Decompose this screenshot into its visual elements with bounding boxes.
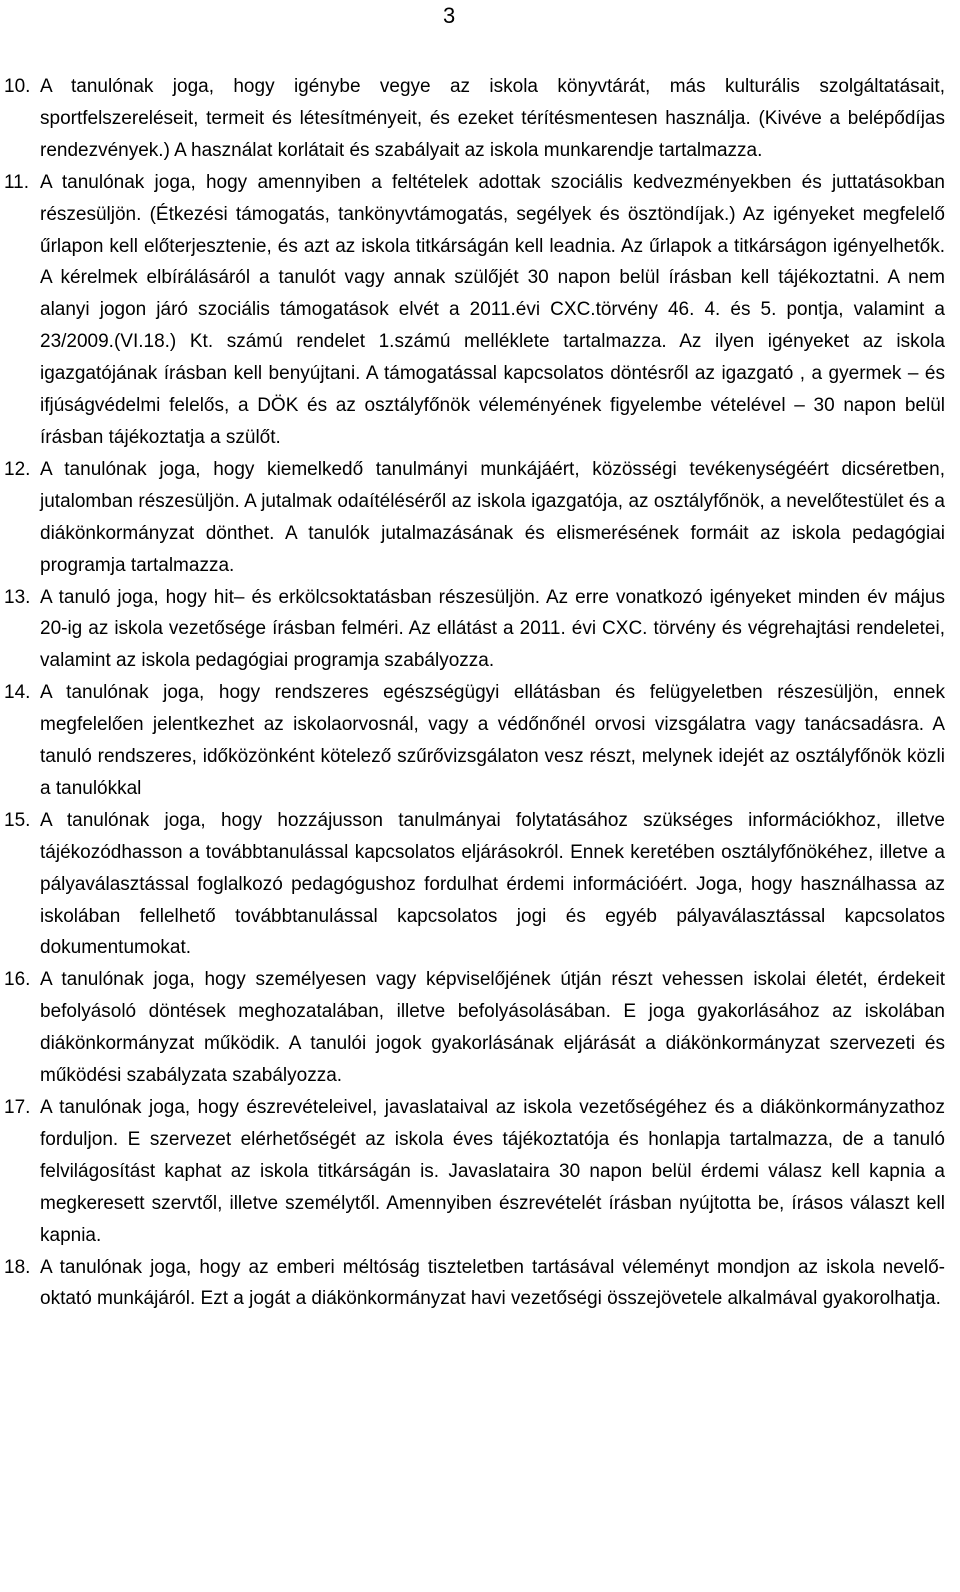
item-text: A tanulónak joga, hogy az emberi méltóság tiszteletben tartásával véleményt mondjon az iskola nevelő-oktató munkájáról. Ezt a jogát a diákönkormányzat havi vezetőségi összejövetele alkalmával gyakorolhatja. xyxy=(40,1256,945,1310)
list-item xyxy=(0,1092,960,1252)
item-text: A tanulónak joga, hogy igénybe vegye az iskola könyvtárát, más kulturális szolgáltatásait, sportfelszereléseit, termeit és létesítményeit, és ezeket térítésmentesen használja. (Kivéve a belépődíjas rendezvények.) A használat korlátait és szabályait az iskola munkarendje tartalmazza. xyxy=(40,76,945,161)
item-number: 11. xyxy=(4,171,30,193)
list-item xyxy=(0,805,960,965)
item-number: 17. xyxy=(4,1097,31,1118)
list-item xyxy=(0,964,960,1092)
item-text: A tanulónak joga, hogy észrevételeivel, javaslataival az iskola vezetőségéhez és a diákönkormányzathoz forduljon. E szervezet elérhetőségét az iskola éves tájékoztatója és honlapja tartalmazza, de a tanuló felvilágosítást kaphat az iskola titkárságán is. Javaslataira 30 napon belül érdemi válasz kell kapnia a megkeresett szervtől, illetve személytől. Amennyiben észrevételét írásban nyújtotta be, írásos választ kell kapnia. xyxy=(40,1097,945,1246)
item-number: 15. xyxy=(4,809,31,831)
item-text: A tanulónak joga, hogy kiemelkedő tanulmányi munkájáért, közösségi tevékenységéért dicséretben, jutalomban részesüljön. A jutalmak odaítéléséről az iskola igazgatója, az osztályfőnök, a nevelőtestület és a diákönkormányzat dönthet. A tanulók jutalmazásának és elismerésének formáit az iskola pedagógiai programja tartalmazza. xyxy=(40,458,945,576)
item-number: 13. xyxy=(4,586,31,608)
item-text: A tanulónak joga, hogy amennyiben a feltételek adottak szociális kedvezményekben és juttatásokban részesüljön. (Étkezési támogatás, tankönyvtámogatás, segélyek és ösztöndíjak.) Az igényeket megfelelő űrlapon kell előterjesztenie, és azt az iskola titkárságán kell leadnia. Az űrlapok a titkárságon igényelhetők. A kérelmek elbírálásáról a tanulót vagy annak szülőjét 30 napon belül írásban kell tájékoztatni. A nem alanyi jogon járó szociális támogatások elvét a 2011.évi CXC.törvény 46. 4. és 5. pontja, valamint a 23/2009.(VI.18.) Kt. számú rendelet 1.számú melléklete tartalmazza. Az ilyen igényeket az iskola igazgatójának írásban kell benyújtani. A támogatással kapcsolatos döntésről az igazgató , a gyermek – és ifjúságvédelmi felelős, a DÖK és az osztályfőnök véleményének figyelembe vételével – 30 napon belül írásban tájékoztatja a szülőt. xyxy=(40,171,945,448)
rights-list xyxy=(0,71,960,1315)
item-number: 12. xyxy=(4,458,31,480)
list-item xyxy=(0,71,960,167)
list-item xyxy=(0,454,960,582)
list-item xyxy=(0,677,960,805)
item-number: 16. xyxy=(4,969,31,991)
item-text: A tanulónak joga, hogy hozzájusson tanulmányai folytatásához szükséges információkhoz, illetve tájékozódhasson a továbbtanulással kapcsolatos eljárásokról. Ennek keretében osztályfőnökéhez, illetve a pályaválasztással foglalkozó pedagógushoz fordulhat érdemi információért. Joga, hogy használhassa az iskolában fellelhető továbbtanulással kapcsolatos jogi és egyéb pályaválasztással kapcsolatos dokumentumokat. xyxy=(40,809,945,959)
item-number: 14. xyxy=(4,682,31,704)
list-item xyxy=(0,582,960,678)
list-item xyxy=(0,1252,960,1316)
item-number: 10. xyxy=(4,76,31,97)
item-number: 18. xyxy=(4,1256,31,1278)
item-text: A tanuló joga, hogy hit– és erkölcsoktatásban részesüljön. Az erre vonatkozó igényeket minden év május 20-ig az iskola vezetősége írásban felméri. Az ellátást a 2011. évi CXC. törvény és végrehajtási rendeletei, valamint az iskola pedagógiai programja szabályozza. xyxy=(40,586,945,672)
list-item xyxy=(0,167,960,454)
page-number: 3 xyxy=(443,3,456,28)
item-text: A tanulónak joga, hogy rendszeres egészségügyi ellátásban és felügyeletben részesüljön, ennek megfelelően jelentkezhet az iskolaorvosnál, vagy a védőnőnél orvosi vizsgálatra vagy tanácsadásra. A tanuló rendszeres, időközönként kötelező szűrővizsgálaton vesz részt, melynek idejét az osztályfőnök közli a tanulókkal xyxy=(40,682,945,799)
item-text: A tanulónak joga, hogy személyesen vagy képviselőjének útján részt vehessen iskolai életét, érdekeit befolyásoló döntések meghozatalában, illetve befolyásolásában. E joga gyakorlásához az iskolában diákönkormányzat működik. A tanulói jogok gyakorlásának eljárását a diákönkormányzat szervezeti és működési szabályzata szabályozza. xyxy=(40,969,945,1087)
